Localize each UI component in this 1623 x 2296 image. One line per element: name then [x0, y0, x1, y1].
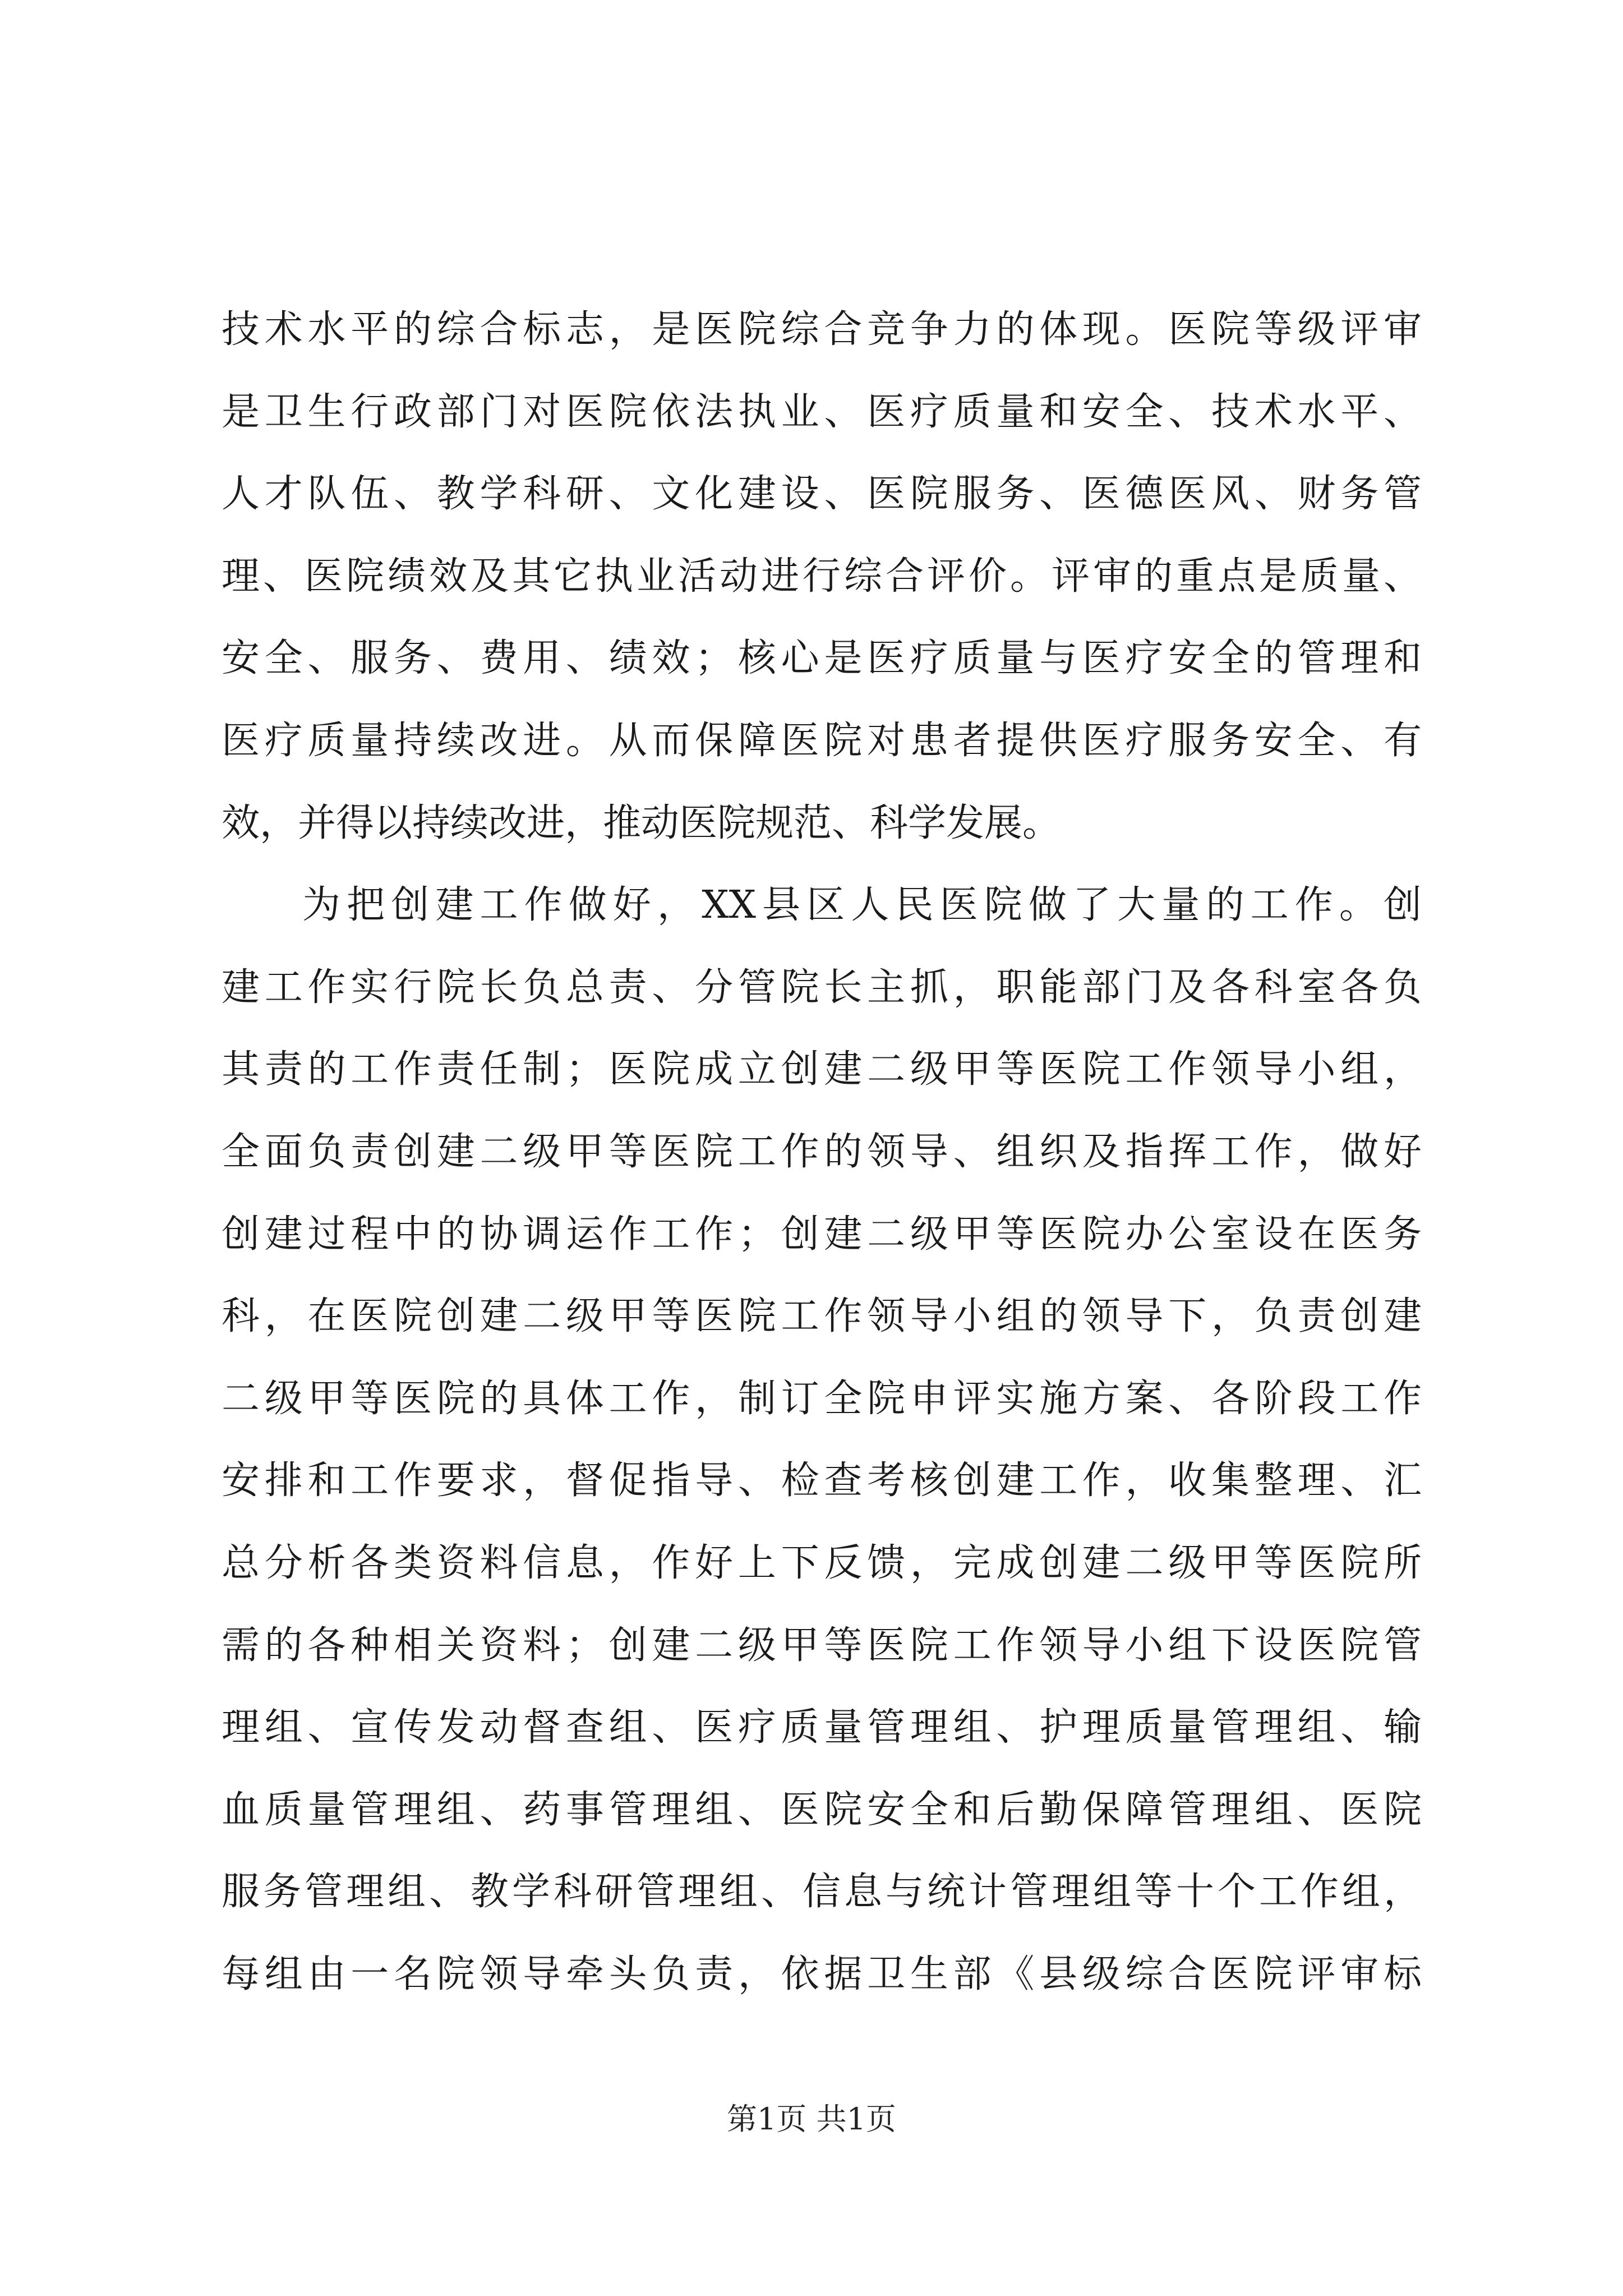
text-line: 其责的工作责任制；医院成立创建二级甲等医院工作领导小组，: [222, 1047, 1422, 1092]
text-line: 科，在医院创建二级甲等医院工作领导小组的领导下，负责创建: [222, 1294, 1422, 1339]
text-line: 血质量管理组、药事管理组、医院安全和后勤保障管理组、医院: [222, 1787, 1422, 1832]
text-line: 建工作实行院长负总责、分管院长主抓，职能部门及各科室各负: [222, 965, 1422, 1010]
text-line: 服务管理组、教学科研管理组、信息与统计管理组等十个工作组，: [222, 1870, 1422, 1915]
paragraph-end-line: 效，并得以持续改进，推动医院规范、科学发展。: [222, 800, 1061, 845]
text-line: 全面负责创建二级甲等医院工作的领导、组织及指挥工作，做好: [222, 1129, 1422, 1174]
text-line: 安全、服务、费用、绩效；核心是医疗质量与医疗安全的管理和: [222, 636, 1422, 681]
text-line: 每组由一名院领导牵头负责，依据卫生部《县级综合医院评审标: [222, 1952, 1422, 1996]
text-line: 安排和工作要求，督促指导、检查考核创建工作，收集整理、汇: [222, 1458, 1422, 1503]
paragraph-first-line: 为把创建工作做好，XX县区人民医院做了大量的工作。创: [302, 883, 1422, 928]
text-line: 医疗质量持续改进。从而保障医院对患者提供医疗服务安全、有: [222, 718, 1422, 763]
text-line: 是卫生行政部门对医院依法执业、医疗质量和安全、技术水平、: [222, 389, 1422, 434]
page-number-footer: 第1页 共1页: [727, 2101, 896, 2137]
text-line: 理组、宣传发动督查组、医疗质量管理组、护理质量管理组、输: [222, 1705, 1422, 1750]
body-text: [222, 289, 1422, 2016]
text-line: 需的各种相关资料；创建二级甲等医院工作领导小组下设医院管: [222, 1623, 1422, 1668]
text-line: 二级甲等医院的具体工作，制订全院申评实施方案、各阶段工作: [222, 1376, 1422, 1421]
text-line: 创建过程中的协调运作工作；创建二级甲等医院办公室设在医务: [222, 1212, 1422, 1257]
text-line: 理、医院绩效及其它执业活动进行综合评价。评审的重点是质量、: [222, 554, 1422, 599]
text-line: 技术水平的综合标志，是医院综合竞争力的体现。医院等级评审: [222, 307, 1422, 352]
text-line: 人才队伍、教学科研、文化建设、医院服务、医德医风、财务管: [222, 472, 1422, 517]
text-line: 总分析各类资料信息，作好上下反馈，完成创建二级甲等医院所: [222, 1540, 1422, 1585]
